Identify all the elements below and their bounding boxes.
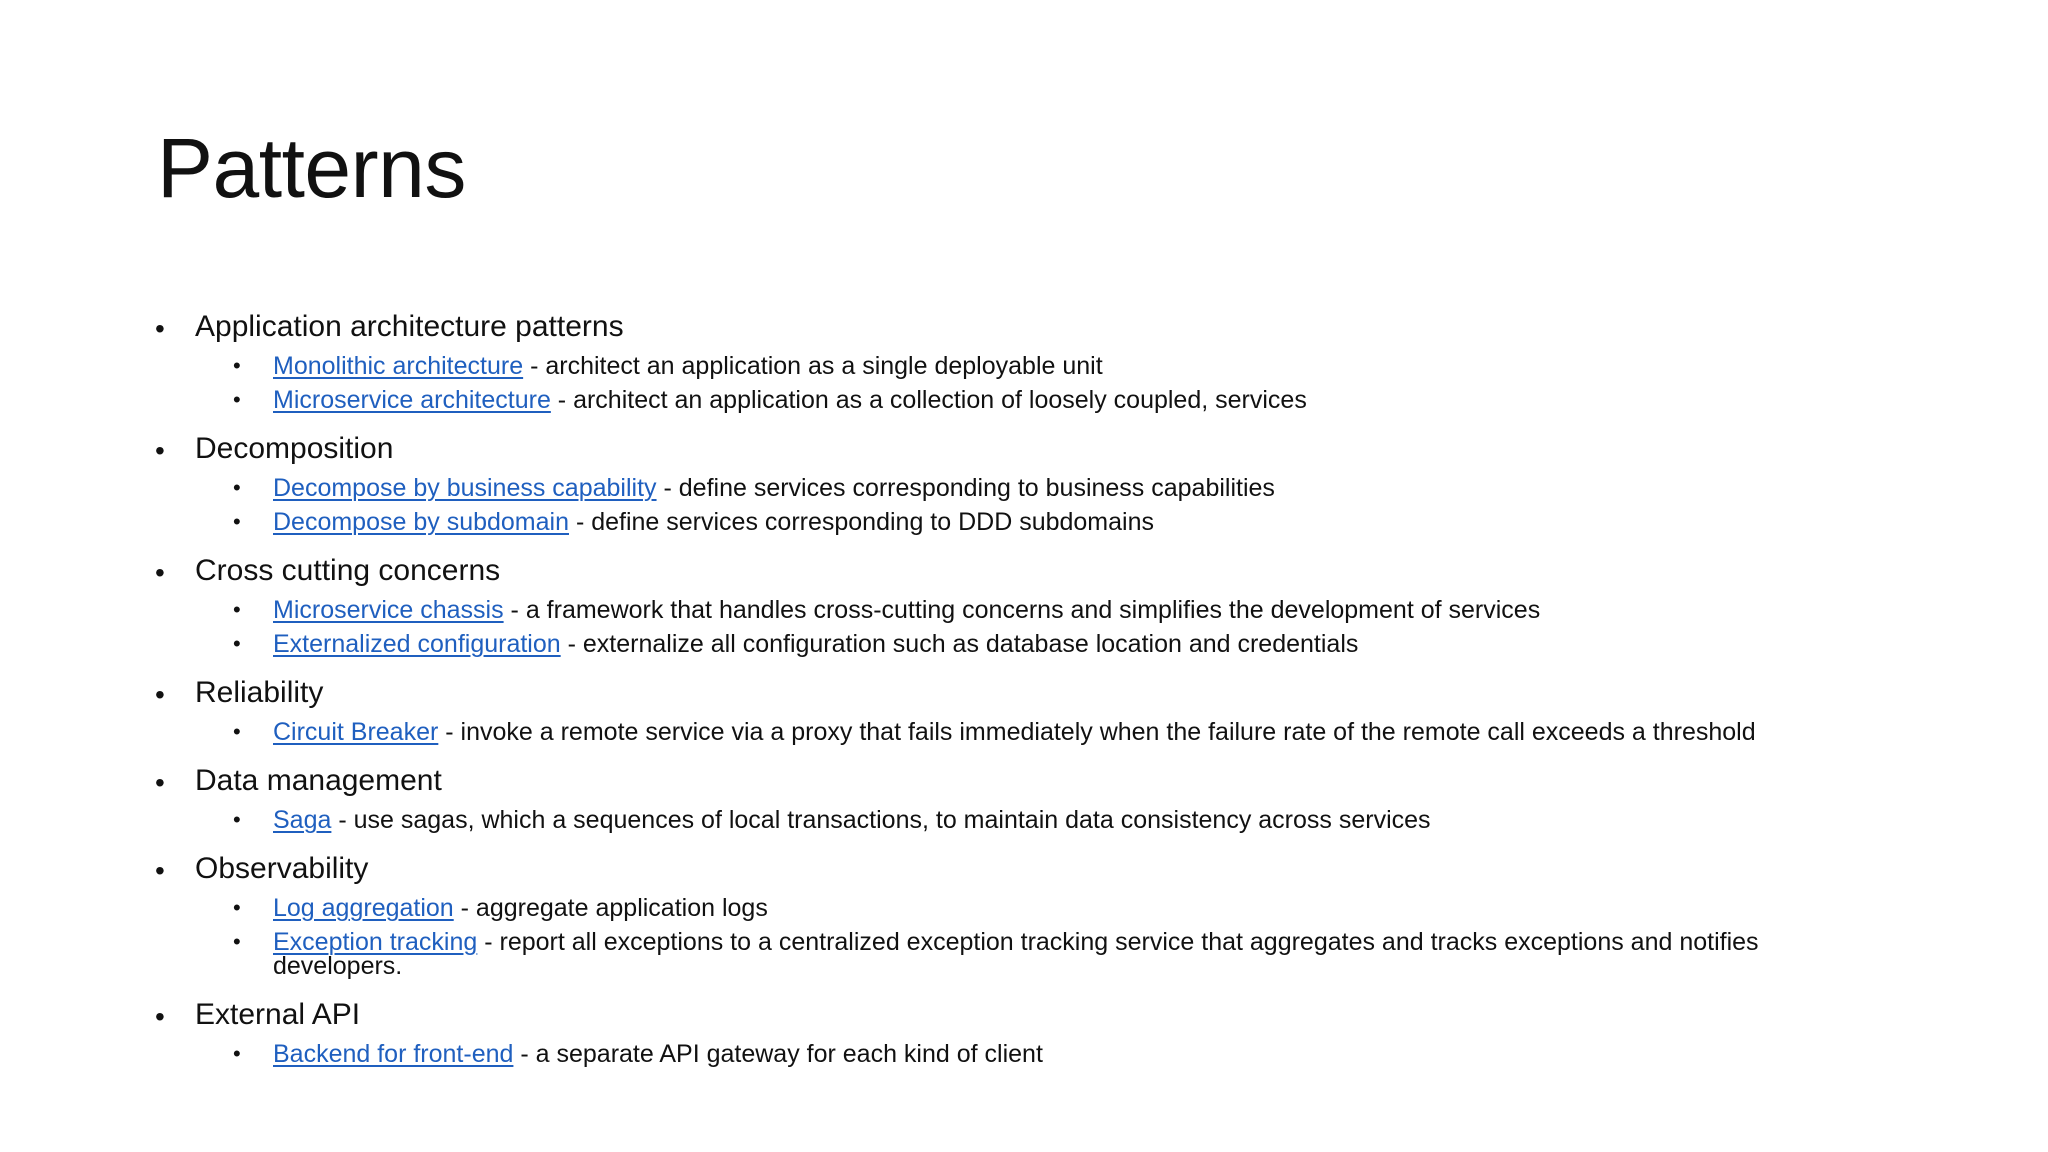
bullet-icon: • [233,475,241,500]
category-label: Reliability [195,676,324,709]
pattern-description: - externalize all configuration such as database location and credentials [560,630,1359,658]
bullet-icon: • [155,767,165,798]
list-item [233,803,1875,837]
category-data-management [155,759,1875,837]
pattern-description: - define services corresponding to DDD subdomains [569,508,1154,536]
pattern-link-circuit-breaker[interactable]: Circuit Breaker [273,718,439,746]
list-item [233,891,1875,925]
slide-title: Patterns [157,121,466,215]
pattern-link-log-aggregation[interactable]: Log aggregation [273,894,454,922]
pattern-link-decompose-by-subdomain[interactable]: Decompose by subdomain [273,508,569,536]
pattern-link-exception-tracking[interactable]: Exception tracking [273,928,478,956]
list-item [233,593,1875,627]
pattern-link-microservice-chassis[interactable]: Microservice chassis [273,596,504,624]
category-cross-cutting-concerns [155,549,1875,661]
pattern-description: - a framework that handles cross-cutting concerns and simplifies the development of services [503,596,1541,624]
category-label: External API [195,998,361,1031]
category-label: Decomposition [195,432,394,465]
bullet-icon: • [155,855,165,886]
pattern-description: - use sagas, which a sequences of local transactions, to maintain data consistency across services [331,806,1431,834]
category-label: Cross cutting concerns [195,554,501,587]
bullet-icon: • [233,353,241,378]
bullet-icon: • [155,313,165,344]
pattern-link-backend-for-front-end[interactable]: Backend for front-end [273,1040,514,1068]
pattern-link-monolithic-architecture[interactable]: Monolithic architecture [273,352,524,380]
list-item [233,627,1875,661]
pattern-list [155,305,1875,1081]
pattern-description: - report all exceptions to a centralized exception tracking service that aggregates and tracks exceptions and notifies developers. [273,928,1759,980]
bullet-icon: • [233,597,241,622]
category-label: Application architecture patterns [195,310,624,343]
pattern-link-decompose-by-business-capability[interactable]: Decompose by business capability [273,474,657,502]
list-item [233,925,1875,983]
list-item [233,471,1875,505]
pattern-description: - invoke a remote service via a proxy that fails immediately when the failure rate of the remote call exceeds a threshold [438,718,1756,746]
bullet-icon: • [155,557,165,588]
category-observability [155,847,1875,983]
pattern-link-saga[interactable]: Saga [273,806,332,834]
pattern-description: - aggregate application logs [453,894,768,922]
list-item [233,505,1875,539]
pattern-link-externalized-configuration[interactable]: Externalized configuration [273,630,561,658]
category-application-architecture [155,305,1875,417]
bullet-icon: • [233,807,241,832]
list-item [233,349,1875,383]
list-item [233,1037,1875,1071]
category-decomposition [155,427,1875,539]
category-reliability [155,671,1875,749]
bullet-icon: • [233,387,241,412]
category-label: Observability [195,852,369,885]
bullet-icon: • [233,631,241,656]
bullet-icon: • [233,929,241,954]
list-item [233,715,1875,749]
pattern-description: - architect an application as a single deployable unit [523,352,1103,380]
category-external-api [155,993,1875,1071]
bullet-icon: • [233,895,241,920]
list-item [233,383,1875,417]
pattern-link-microservice-architecture[interactable]: Microservice architecture [273,386,551,414]
bullet-icon: • [233,1041,241,1066]
bullet-icon: • [155,1001,165,1032]
bullet-icon: • [233,719,241,744]
bullet-icon: • [155,435,165,466]
category-label: Data management [195,764,442,797]
pattern-description: - define services corresponding to business capabilities [656,474,1275,502]
bullet-icon: • [233,509,241,534]
bullet-icon: • [155,679,165,710]
pattern-description: - a separate API gateway for each kind of client [513,1040,1043,1068]
pattern-description: - architect an application as a collection of loosely coupled, services [550,386,1307,414]
